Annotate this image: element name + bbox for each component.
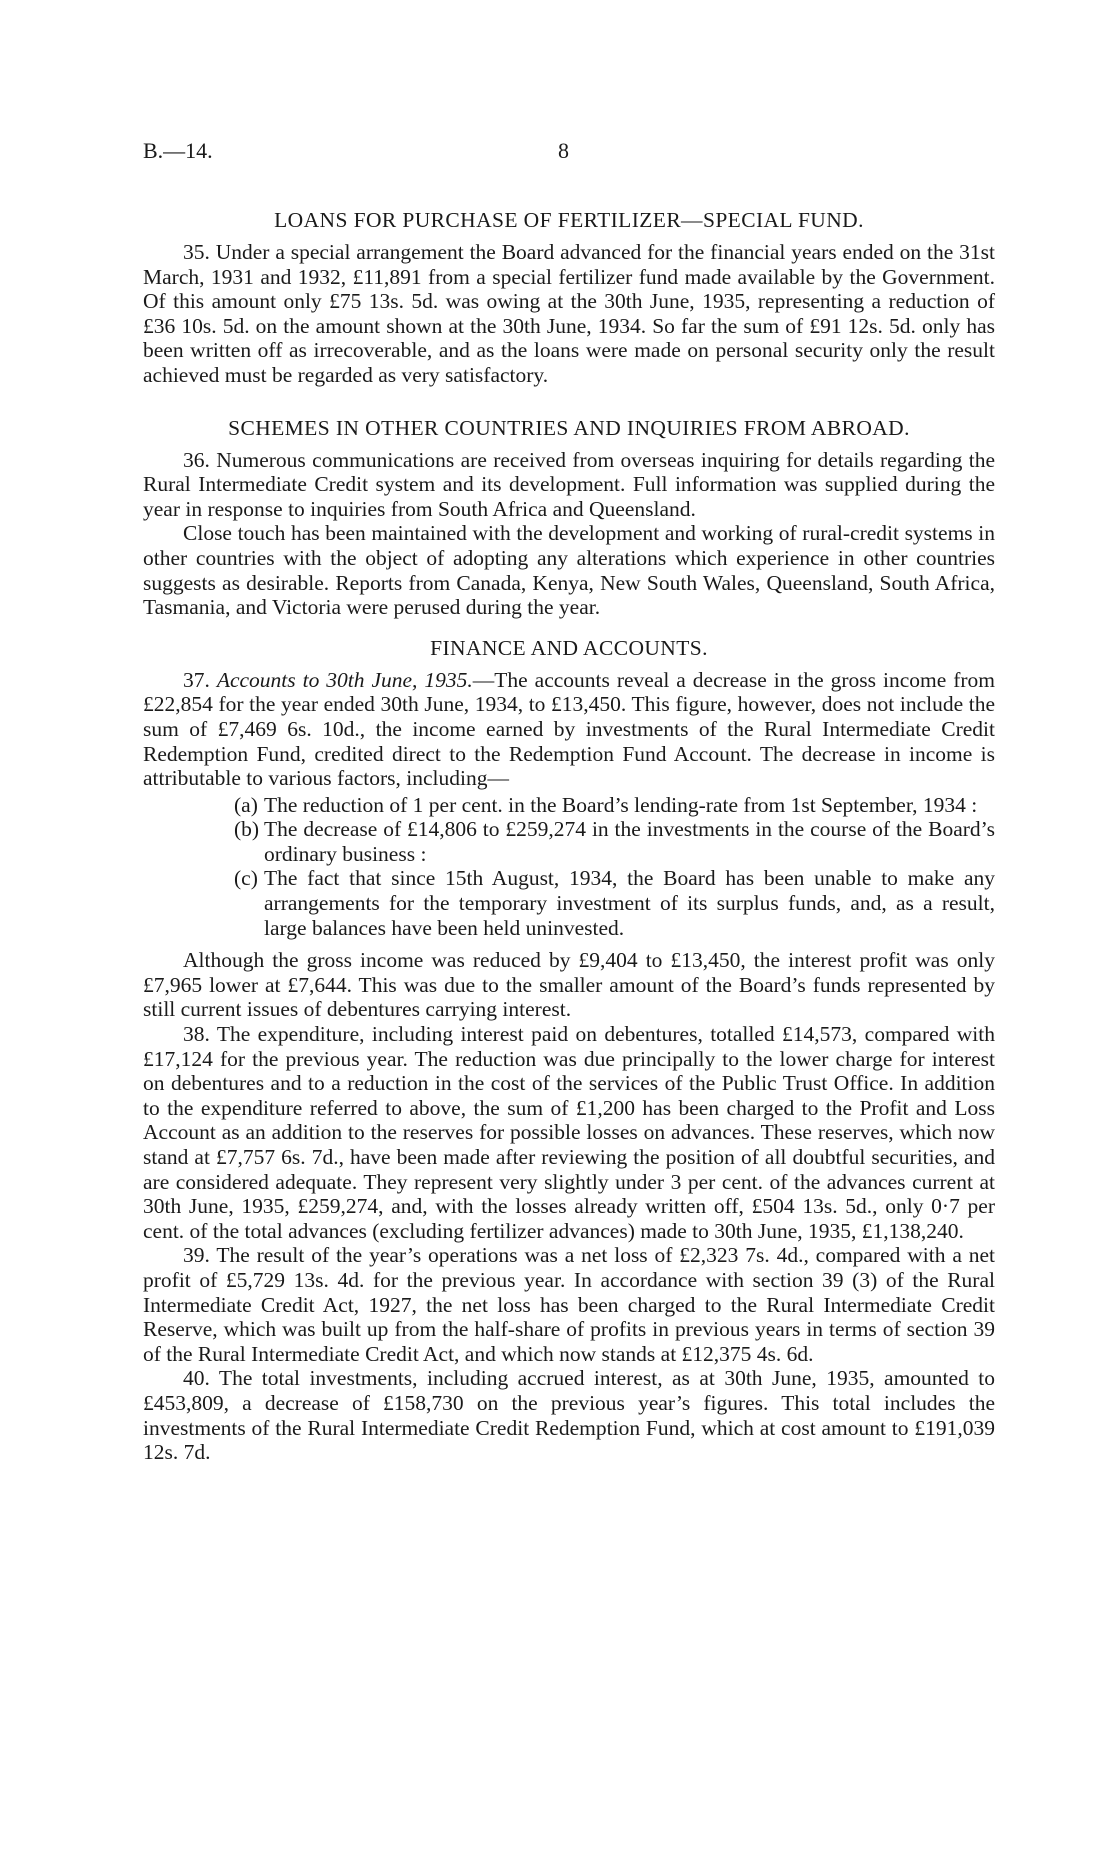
list-item (234, 793, 995, 818)
list-item-text: The decrease of £14,806 to £259,274 in the investments in the course of the Board’s ordinary business : (264, 817, 995, 866)
section-loans-fertilizer (143, 206, 995, 388)
section-finance-accounts (143, 634, 995, 1465)
list-marker: (b) (234, 817, 260, 842)
section-schemes-abroad (143, 414, 995, 620)
document-page (143, 138, 995, 1465)
list-item (234, 817, 995, 866)
paragraph-number: 37. (183, 667, 210, 692)
page-number: 8 (558, 138, 569, 163)
paragraph-39: 39. The result of the year’s operations was a net loss of £2,323 7s. 4d., compared with a net profit of £5,729 13s. 4d. for the previous year. In accordance with section 39 (3) of the Rural Intermediate Credit Act, 1927, the net loss has been charged to the Rural Intermediate Credit Reserve, which was built up from the half-share of profits in previous years in terms of section 39 of the Rural Intermediate Credit Act, and which now stands at £12,375 4s. 6d. (143, 1243, 995, 1366)
paragraph-40: 40. The total investments, including accrued interest, as at 30th June, 1935, amounted to £453,809, a decrease of £158,730 on the previous year’s figures. This total includes the investments of the Rural Intermediate Credit Redemption Fund, which at cost amount to £191,039 12s. 7d. (143, 1366, 995, 1465)
factor-list (143, 793, 995, 941)
section-heading-loans: LOANS FOR PURCHASE OF FERTILIZER—SPECIAL FUND. (274, 208, 864, 232)
paragraph-36: 36. Numerous communications are received from overseas inquiring for details regarding the Rural Intermediate Credit system and its development. Full information was supplied during the year in response to inquiries from South Africa and Queensland. (143, 447, 995, 521)
list-item-text: The reduction of 1 per cent. in the Board’s lending-rate from 1st September, 1934 : (264, 792, 978, 817)
list-marker: (a) (234, 792, 258, 817)
paragraph-37 (143, 668, 995, 791)
list-marker: (c) (234, 866, 258, 891)
page-header (143, 138, 995, 172)
list-item-text: The fact that since 15th August, 1934, the Board has been unable to make any arrangements for the temporary investment of its surplus funds, and, as a result, large balances have been held uninvested. (264, 866, 995, 940)
paragraph-36-continued: Close touch has been maintained with the development and working of rural-credit systems in other countries with the object of adopting any alterations which experience in other countries suggests as desirable. Reports from Canada, Kenya, New South Wales, Queensland, South Africa, Tasmania, and Victoria were perused during the year. (143, 521, 995, 620)
paragraph-35: 35. Under a special arrangement the Board advanced for the financial years ended on the 31st March, 1931 and 1932, £11,891 from a special fertilizer fund made available by the Government. Of this amount only £75 13s. 5d. was owing at the 30th June, 1935, representing a reduction of £36 10s. 5d. on the amount shown at the 30th June, 1934. So far the sum of £91 12s. 5d. only has been written off as irrecoverable, and as the loans were made on personal security only the result achieved must be regarded as very satisfactory. (143, 240, 995, 387)
document-reference: B.—14. (143, 138, 213, 163)
list-item (234, 866, 995, 940)
paragraph-italic-title: Accounts to 30th June, 1935. (216, 667, 473, 692)
paragraph-38: 38. The expenditure, including interest paid on debentures, totalled £14,573, compared with £17,124 for the previous year. The reduction was due principally to the lower charge for interest on debentures and to a reduction in the cost of the services of the Public Trust Office. In addition to the expenditure referred to above, the sum of £1,200 has been charged to the Profit and Loss Account as an addition to the reserves for possible losses on advances. These reserves, which now stand at £7,757 6s. 7d., have been made after reviewing the position of all doubtful securities, and are considered adequate. They represent very slightly under 3 per cent. of the advances current at 30th June, 1935, £259,274, and, with the losses already written off, £504 13s. 5d., only 0·7 per cent. of the total advances (excluding fertilizer advances) made to 30th June, 1935, £1,138,240. (143, 1022, 995, 1243)
section-heading-finance: FINANCE AND ACCOUNTS. (430, 635, 708, 660)
section-heading-schemes: SCHEMES IN OTHER COUNTRIES AND INQUIRIES FROM ABROAD. (228, 415, 910, 440)
paragraph-37-continued: Although the gross income was reduced by £9,404 to £13,450, the interest profit was only £7,965 lower at £7,644. This was due to the smaller amount of the Board’s funds represented by still current issues of debentures carrying interest. (143, 948, 995, 1022)
paragraph-text: —The accounts reveal a decrease in the gross income from £22,854 for the year ended 30th June, 1934, to £13,450. This figure, however, does not include the sum of £7,469 6s. 10d., the income earned by investments of the Rural Intermediate Credit Redemption Fund, credited direct to the Redemption Fund Account. The decrease in income is attributable to various factors, including— (143, 667, 996, 791)
